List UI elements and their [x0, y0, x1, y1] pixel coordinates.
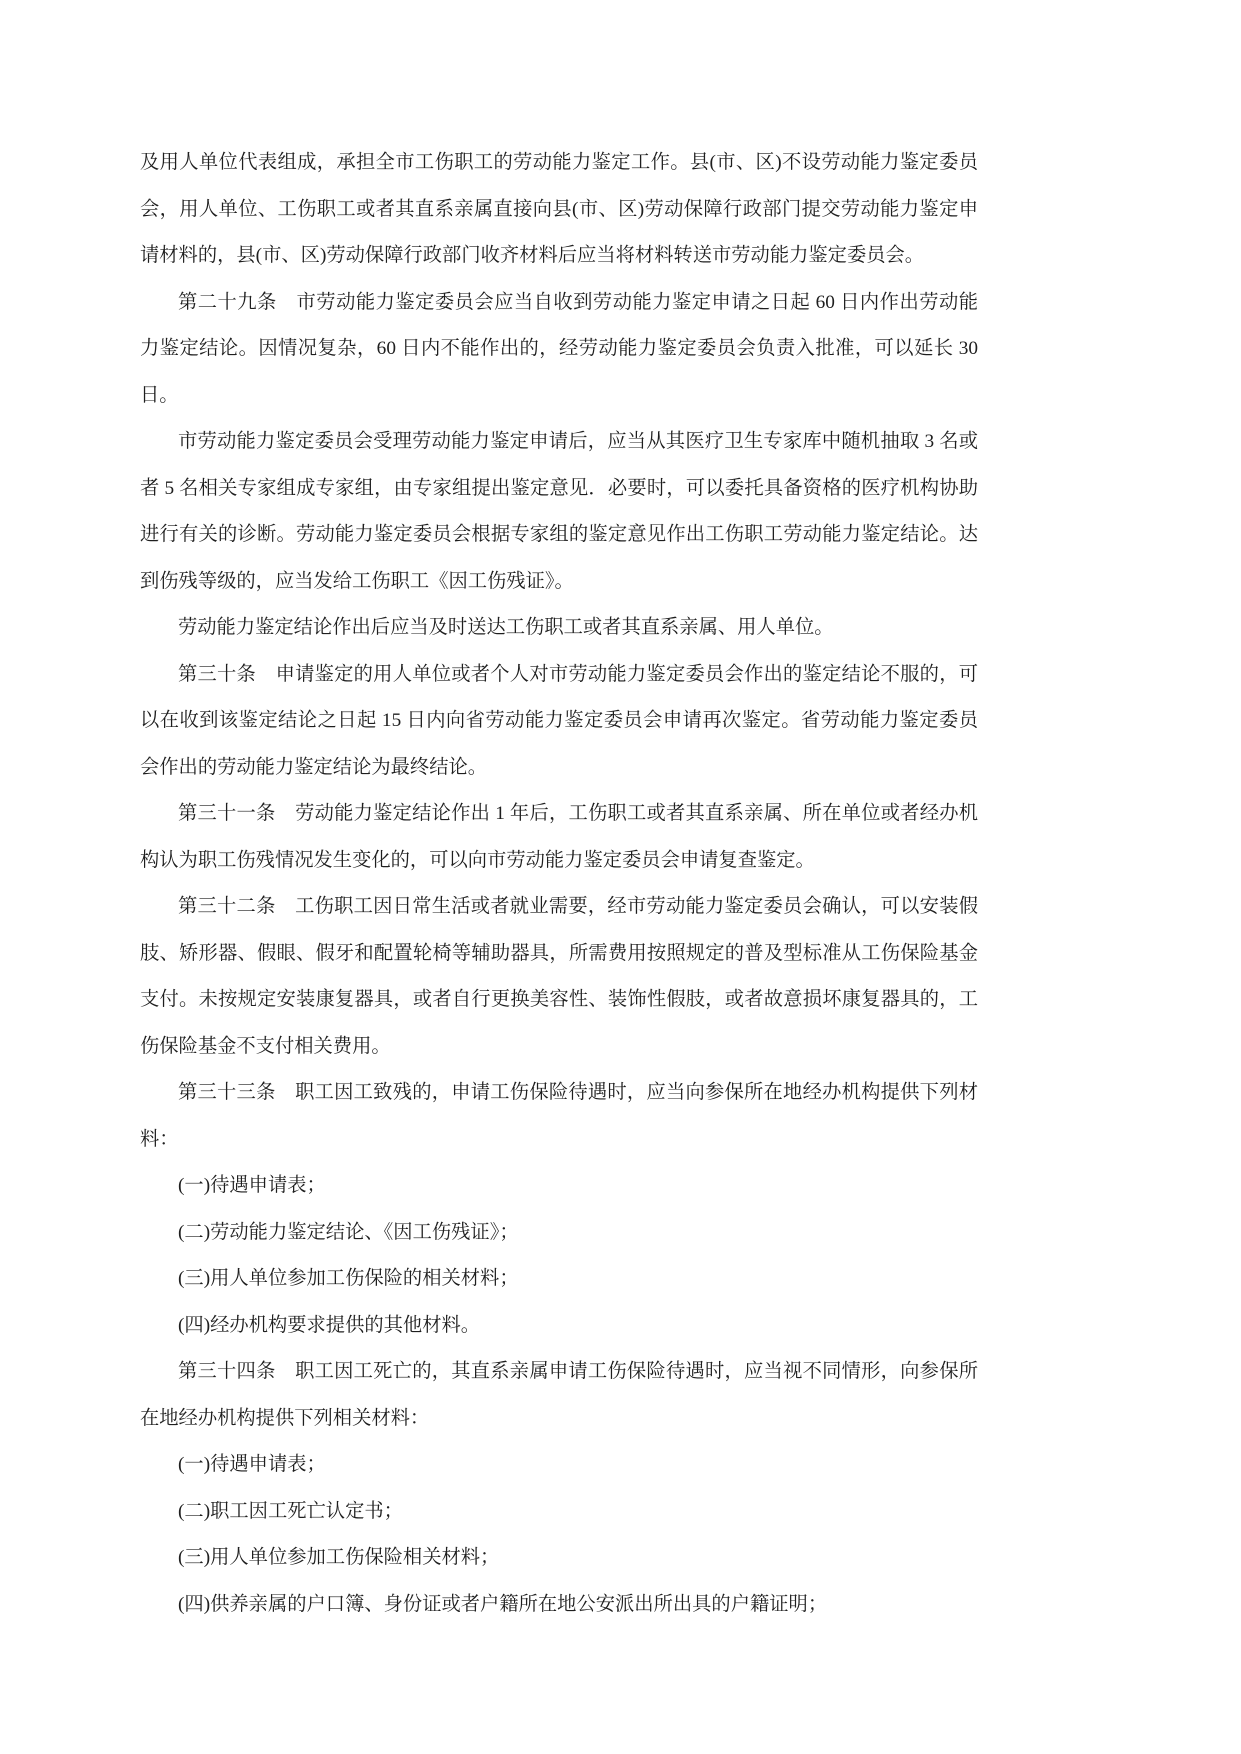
text-line: (四)经办机构要求提供的其他材料。	[178, 1314, 481, 1336]
paragraph	[140, 1535, 978, 1582]
text-line: (一)待遇申请表；	[178, 1175, 326, 1196]
text-line: 市劳动能力鉴定委员会受理劳动能力鉴定申请后，应当从其医疗卫生专家库中随机抽取 3 名或	[178, 431, 978, 452]
paragraph	[140, 280, 978, 420]
text-line: (二)职工因工死亡认定书；	[178, 1500, 403, 1522]
text-line: 及用人单位代表组成，承担全市工伤职工的劳动能力鉴定工作。县(市、区)不设劳动能力鉴定委员	[140, 152, 978, 173]
text-line: 会作出的劳动能力鉴定结论为最终结论。	[140, 756, 488, 778]
text-line: 第二十九条 市劳动能力鉴定委员会应当自收到劳动能力鉴定申请之日起 60 日内作出劳动能	[178, 291, 978, 313]
document-body	[140, 140, 978, 1628]
paragraph	[140, 1442, 978, 1489]
paragraph	[140, 1210, 978, 1257]
text-line: 会，用人单位、工伤职工或者其直系亲属直接向县(市、区)劳动保障行政部门提交劳动能力鉴定申	[140, 198, 978, 220]
text-line: 到伤残等级的，应当发给工伤职工《因工伤残证》。	[140, 570, 574, 592]
paragraph	[140, 884, 978, 1070]
text-line: 力鉴定结论。因情况复杂，60 日内不能作出的，经劳动能力鉴定委员会负责入批准，可以延长 30	[140, 338, 978, 359]
paragraph	[140, 1582, 978, 1629]
text-line: 请材料的，县(市、区)劳动保障行政部门收齐材料后应当将材料转送市劳动能力鉴定委员会。	[140, 245, 925, 266]
text-line: (四)供养亲属的户口簿、身份证或者户籍所在地公安派出所出具的户籍证明；	[178, 1593, 828, 1615]
text-line: 第三十一条 劳动能力鉴定结论作出 1 年后，工伤职工或者其直系亲属、所在单位或者经办机	[178, 803, 978, 824]
paragraph	[140, 419, 978, 605]
text-line: 伤保险基金不支付相关费用。	[140, 1035, 391, 1057]
text-line: (三)用人单位参加工伤保险的相关材料；	[178, 1268, 519, 1289]
paragraph	[140, 791, 978, 884]
paragraph	[140, 652, 978, 792]
text-line: 在地经办机构提供下列相关材料：	[140, 1407, 430, 1429]
text-line: 日。	[140, 384, 179, 406]
text-line: 进行有关的诊断。劳动能力鉴定委员会根据专家组的鉴定意见作出工伤职工劳动能力鉴定结论。达	[140, 524, 978, 545]
paragraph	[140, 1163, 978, 1210]
paragraph	[140, 140, 978, 280]
text-line: 以在收到该鉴定结论之日起 15 日内向省劳动能力鉴定委员会申请再次鉴定。省劳动能力鉴定委员	[140, 710, 978, 731]
text-line: 支付。未按规定安装康复器具，或者自行更换美容性、装饰性假肢，或者故意损坏康复器具的，工	[140, 989, 978, 1010]
paragraph	[140, 1303, 978, 1350]
text-line: (三)用人单位参加工伤保险相关材料；	[178, 1547, 500, 1568]
paragraph	[140, 1070, 978, 1163]
paragraph	[140, 1489, 978, 1536]
paragraph	[140, 1256, 978, 1303]
text-line: 第三十三条 职工因工致残的，申请工伤保险待遇时，应当向参保所在地经办机构提供下列材	[178, 1082, 978, 1103]
text-line: (二)劳动能力鉴定结论、《因工伤残证》；	[178, 1221, 519, 1243]
paragraph	[140, 605, 978, 652]
text-line: 劳动能力鉴定结论作出后应当及时送达工伤职工或者其直系亲属、用人单位。	[178, 617, 834, 638]
text-line: 者 5 名相关专家组成专家组，由专家组提出鉴定意见．必要时，可以委托具备资格的医疗机构协助	[140, 477, 978, 499]
text-line: 第三十四条 职工因工死亡的，其直系亲属申请工伤保险待遇时，应当视不同情形，向参保所	[178, 1361, 978, 1382]
text-line: 肢、矫形器、假眼、假牙和配置轮椅等辅助器具，所需费用按照规定的普及型标准从工伤保险基金	[140, 942, 978, 964]
paragraph	[140, 1349, 978, 1442]
text-line: 构认为职工伤残情况发生变化的，可以向市劳动能力鉴定委员会申请复查鉴定。	[140, 849, 815, 871]
text-line: 第三十二条 工伤职工因日常生活或者就业需要，经市劳动能力鉴定委员会确认，可以安装假	[178, 896, 978, 917]
text-line: 第三十条 申请鉴定的用人单位或者个人对市劳动能力鉴定委员会作出的鉴定结论不服的，可	[178, 663, 978, 685]
text-line: 料：	[140, 1128, 179, 1150]
text-line: (一)待遇申请表；	[178, 1454, 326, 1475]
